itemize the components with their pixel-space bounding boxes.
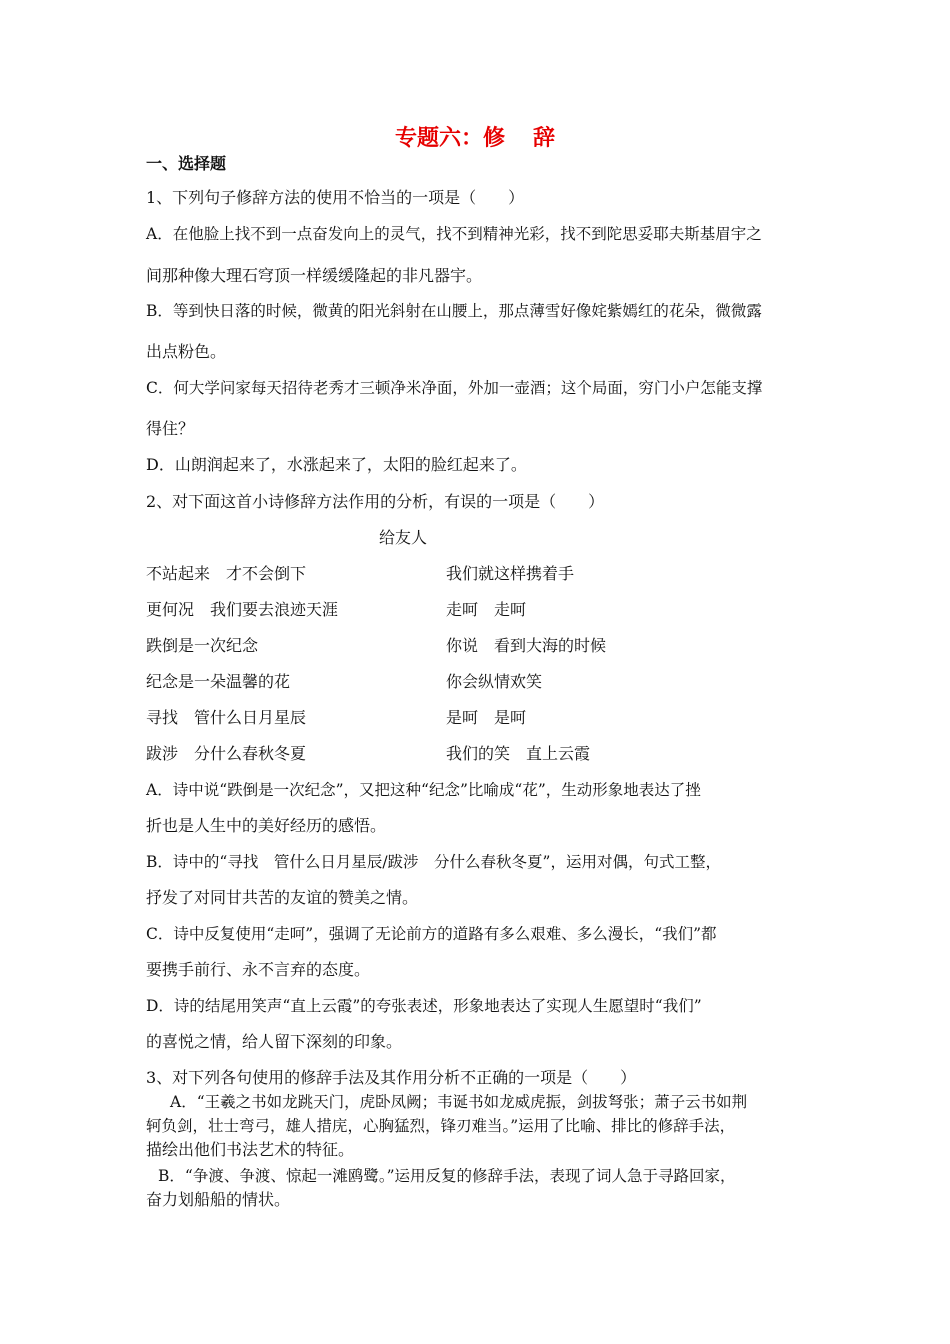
poem-right-line: 你会纵情欢笑 [446,672,543,691]
q2-option-a-line2: 折也是人生中的美好经历的感悟。 [146,816,387,835]
q1-option-a-line2: 间那种像大理石穹顶一样缓缓隆起的非凡器宇。 [146,266,483,285]
page-title [0,124,950,152]
q1-option-a-line1: A．在他脸上找不到一点奋发向上的灵气，找不到精神光彩，找不到陀思妥耶夫斯基眉宇之 [146,225,762,243]
poem-left-line: 不站起来 才不会倒下 [146,564,307,583]
poem-title: 给友人 [379,528,428,547]
q2-option-c-line2: 要携手前行、永不言弃的态度。 [146,960,371,979]
q3-option-a-line3: 描绘出他们书法艺术的特征。 [146,1140,355,1159]
q2-stem: 2、对下面这首小诗修辞方法作用的分析，有误的一项是（ ） [146,492,605,511]
poem-left-line: 跋涉 分什么春秋冬夏 [146,744,307,763]
q3-option-b-line2: 奋力划船船的情状。 [146,1190,291,1209]
poem-left-line: 跌倒是一次纪念 [146,636,259,655]
section-heading: 一、选择题 [146,154,227,173]
q2-option-c-line1: C．诗中反复使用“走呵”，强调了无论前方的道路有多么艰难、多么漫长，“我们”都 [146,925,717,943]
poem-right-line: 走呵 走呵 [446,600,527,619]
q1-option-c-line1: C．何大学问家每天招待老秀才三顿净米净面，外加一壶酒；这个局面，穷门小户怎能支撑 [146,379,763,397]
poem-right-line: 是呵 是呵 [446,708,527,727]
q3-option-a-line2: 轲负剑，壮士弯弓，雄人措庑，心胸猛烈，锋刃难当。”运用了比喻、排比的修辞手法， [146,1117,736,1135]
q2-option-d-line2: 的喜悦之情，给人留下深刻的印象。 [146,1032,403,1051]
q3-option-b-line1: B．“争渡、争渡、惊起一滩鸥鹭。”运用反复的修辞手法，表现了词人急于寻路回家， [158,1167,736,1185]
q2-option-b-line2: 抒发了对同甘共苦的友谊的赞美之情。 [146,888,419,907]
poem-right-line: 我们的笑 直上云霞 [446,744,591,763]
q2-option-b-line1: B．诗中的“寻找 管什么日月星辰/跋涉 分什么春秋冬夏”，运用对偶，句式工整， [146,853,721,871]
q1-option-b-line1: B．等到快日落的时候，微黄的阳光斜射在山腰上，那点薄雪好像姹紫嫣红的花朵，微微露 [146,302,762,320]
poem-right-line: 我们就这样携着手 [446,564,575,583]
q3-option-a-line1: A．“王羲之书如龙跳天门，虎卧凤阙；韦诞书如龙威虎振，剑拔弩张；萧子云书如荆 [170,1093,748,1111]
q2-option-d-line1: D．诗的结尾用笑声“直上云霞”的夸张表述，形象地表达了实现人生愿望时“我们” [146,997,702,1015]
q2-option-a-line1: A．诗中说“跌倒是一次纪念”，又把这种“纪念”比喻成“花”，生动形象地表达了挫 [146,781,701,799]
poem-left-line: 寻找 管什么日月星辰 [146,708,307,727]
poem-left-line: 更何况 我们要去浪迹天涯 [146,600,339,619]
poem-left-line: 纪念是一朵温馨的花 [146,672,291,691]
q1-option-b-line2: 出点粉色。 [146,342,227,361]
q1-option-c-line2: 得住？ [146,419,195,438]
q1-option-d: D．山朗润起来了，水涨起来了，太阳的脸红起来了。 [146,455,527,474]
poem-right-line: 你说 看到大海的时候 [446,636,607,655]
title-part-1: 专题六：修 [394,125,505,151]
q3-stem: 3、对下列各句使用的修辞手法及其作用分析不正确的一项是（ ） [146,1068,637,1087]
title-part-2: 辞 [533,125,556,151]
q1-stem: 1、下列句子修辞方法的使用不恰当的一项是（ ） [146,188,525,207]
